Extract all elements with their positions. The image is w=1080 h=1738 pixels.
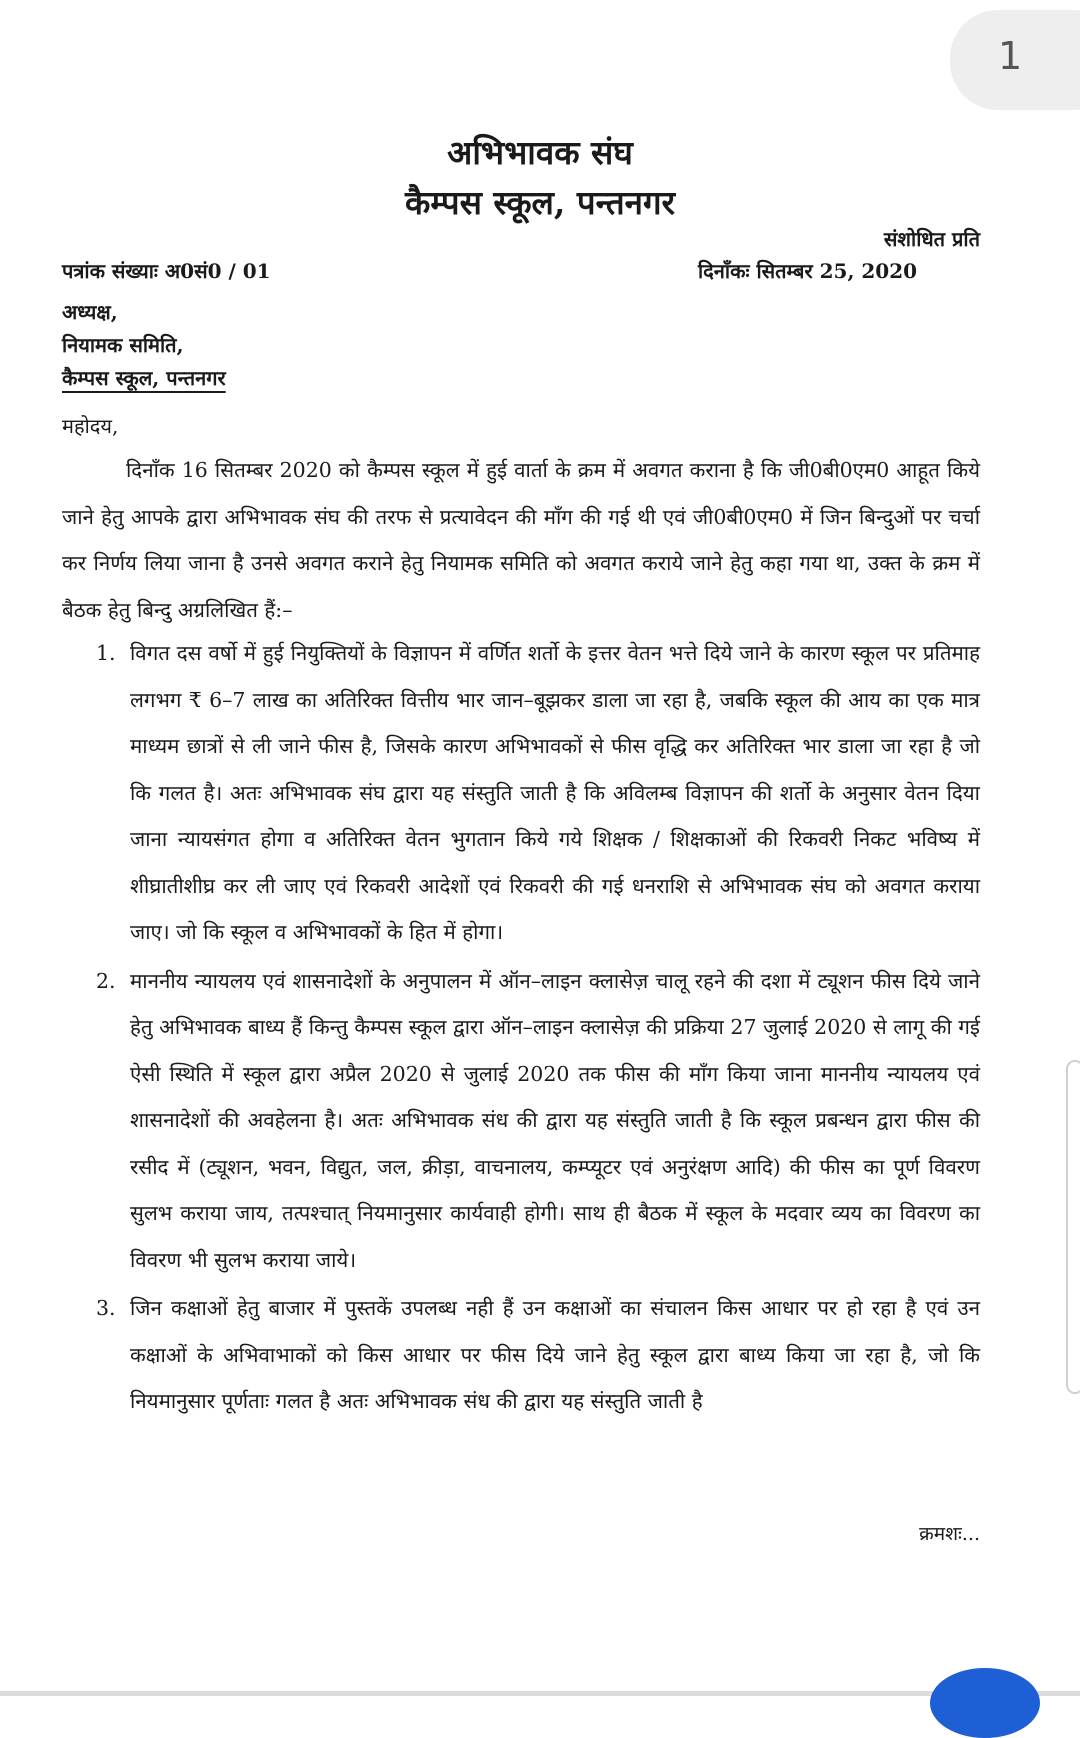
list-item: [96, 630, 980, 956]
list-item: [96, 1285, 980, 1425]
list-item: [96, 958, 980, 1284]
point-text: माननीय न्यायलय एवं शासनादेशों के अनुपालन में ऑन–लाइन क्लासेज़ चालू रहने की दशा में ट्यूशन फीस दिये जाने हेतु अभिभावक बाध्य हैं किन्तु कैम्पस स्कूल द्वारा ऑन–लाइन क्लासेज़ की प्रक्रिया 27 जुलाई 2020 से लागू की गई ऐसी स्थिति में स्कूल द्वारा अप्रैल 2020 से जुलाई 2020 तक फीस की माँग किया जाना माननीय न्यायलय एवं शासनादेशों की अवहेलना है। अतः अभिभावक संध की द्वारा यह संस्तुति जाती है कि स्कूल प्रबन्धन द्वारा फीस की रसीद में (ट्यूशन, भवन, विद्युत, जल, क्रीड़ा, वाचनालय, कम्प्यूटर एवं अनुरंक्षण आदि) की फीस का पूर्ण विवरण सुलभ कराया जाय, तत्पश्चात् नियमानुसार कार्यवाही होगी। साथ ही बैठक में स्कूल के मदवार व्यय का विवरण का विवरण भी सुलभ कराया जाये।: [130, 968, 980, 1272]
letter-body: [62, 447, 980, 633]
scroll-handle[interactable]: [1066, 1060, 1080, 1394]
page-number-badge: [950, 10, 1080, 110]
points-list: [96, 630, 980, 1427]
addressee-line: कैम्पस स्कूल, पन्तनगर: [62, 366, 226, 390]
intro-paragraph: दिनाँक 16 सितम्बर 2020 को कैम्पस स्कूल में हुई वार्ता के क्रम में अवगत कराना है कि जी0बी0एम0 आहूत किये जाने हेतु आपके द्वारा अभिभावक संघ की तरफ से प्रत्यावेदन की माँग की गई थी एवं जी0बी0एम0 में जिन बिन्दुओं पर चर्चा कर निर्णय लिया जाना है उनसे अवगत कराने हेतु नियामक समिति को अवगत कराये जाने हेतु कहा गया था, उक्त के क्रम में बैठक हेतु बिन्दु अग्रलिखित हैं:–: [62, 458, 980, 622]
association-name: अभिभावक संघ: [447, 133, 633, 172]
page-bottom-edge: [0, 1691, 1080, 1696]
point-text: विगत दस वर्षो में हुई नियुक्तियों के विज्ञापन में वर्णित शर्तो के इत्तर वेतन भत्ते दिये जाने के कारण स्कूल पर प्रतिमाह लगभग ₹ 6–7 लाख का अतिरिक्त वित्तीय भार जान–बूझकर डाला जा रहा है, जबकि स्कूल की आय का एक मात्र माध्यम छात्रों से ली जाने फीस है, जिसके कारण अभिभावकों से फीस वृद्धि कर अतिरिक्त भार डाला जा रहा है जो कि गलत है। अतः अभिभावक संघ द्वारा यह संस्तुति जाती है कि अविलम्ब विज्ञापन की शर्तो के अनुसार वेतन दिया जाना न्यायसंगत होगा व अतिरिक्त वेतन भुगतान किये गये शिक्षक / शिक्षकाओं की रिकवरी निकट भविष्य में शीघ्रातीशीघ्र कर ली जाए एवं रिकवरी आदेशों एवं रिकवरी की गई धनराशि से अभिभावक संघ को अवगत कराया जाए। जो कि स्कूल व अभिभावकों के हित में होगा।: [130, 641, 980, 944]
point-number: 3.: [96, 1296, 116, 1320]
addressee-block: [62, 296, 226, 395]
letterhead: [0, 128, 1080, 228]
floating-action-button[interactable]: [930, 1668, 1040, 1738]
point-text: जिन कक्षाओं हेतु बाजार में पुस्तकें उपलब्ध नही हैं उन कक्षाओं का संचालन किस आधार पर हो रहा है एवं उन कक्षाओं के अभिवाभाकों को किस आधार पर फीस दिये जाने हेतु स्कूल द्वारा बाध्य किया जा रहा है, जो कि नियमानुसार पूर्णताः गलत है अतः अभिभावक संध की द्वारा यह संस्तुति जाती है: [130, 1296, 980, 1413]
salutation: महोदय,: [62, 414, 119, 438]
point-number: 2.: [96, 968, 116, 993]
continued-label: क्रमशः...: [919, 1523, 980, 1545]
page-number: 1: [998, 34, 1023, 78]
addressee-line: नियामक समिति,: [62, 333, 184, 357]
point-number: 1.: [96, 641, 116, 665]
reference-number: पत्रांक संख्याः अ0सं0 / 01: [62, 259, 271, 283]
school-name: कैम्पस स्कूल, पन्तनगर: [404, 183, 676, 222]
addressee-line: अध्यक्ष,: [62, 300, 118, 324]
revised-copy-label: संशोधित प्रति: [883, 227, 980, 251]
letter-date: दिनाँकः सितम्बर 25, 2020: [698, 259, 918, 283]
